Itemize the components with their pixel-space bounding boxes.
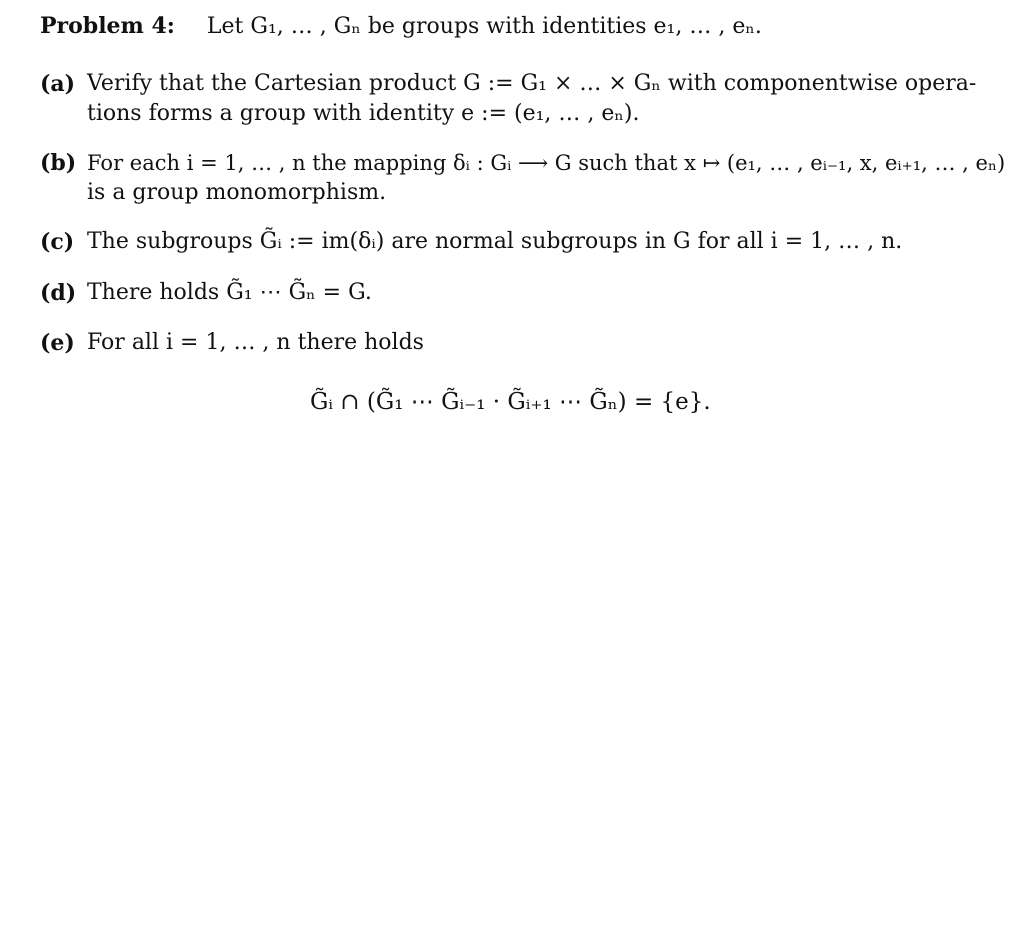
item-b-line1: For each i = 1, … , n the mapping δᵢ : Gᵢ ⟶ G such that x ↦ (e₁, … , eᵢ₋₁, x, eᵢ₊₁, … , eₙ) [87,151,1006,175]
item-c-text: The subgroups G̃ᵢ := im(δᵢ) are normal subgroups in G for all i = 1, … , n. [87,229,903,254]
item-b [40,149,1020,209]
problem-intro: Let G₁, … , Gₙ be groups with identities e₁, … , eₙ. [206,14,762,39]
item-b-tag: (b) [40,150,77,176]
item-d-text: There holds G̃₁ ⋯ G̃ₙ = G. [87,280,372,305]
item-e-text: For all i = 1, … , n there holds [87,330,424,355]
item-a-line2: tions forms a group with identity e := (e₁, … , eₙ). [87,101,640,126]
display-equation: G̃ᵢ ∩ (G̃₁ ⋯ G̃ᵢ₋₁ · G̃ᵢ₊₁ ⋯ G̃ₙ) = {e}. [310,389,711,415]
item-a-line1: Verify that the Cartesian product G := G₁ × … × Gₙ with componentwise opera- [87,71,977,96]
item-e-tag: (e) [40,330,75,356]
problem-heading [40,12,762,41]
item-c-tag: (c) [40,229,75,255]
item-a-tag: (a) [40,71,76,97]
item-a [40,70,1020,130]
item-b-line2: is a group monomorphism. [87,180,387,205]
item-d-tag: (d) [40,280,77,306]
problem-label: Problem 4: [40,13,175,39]
